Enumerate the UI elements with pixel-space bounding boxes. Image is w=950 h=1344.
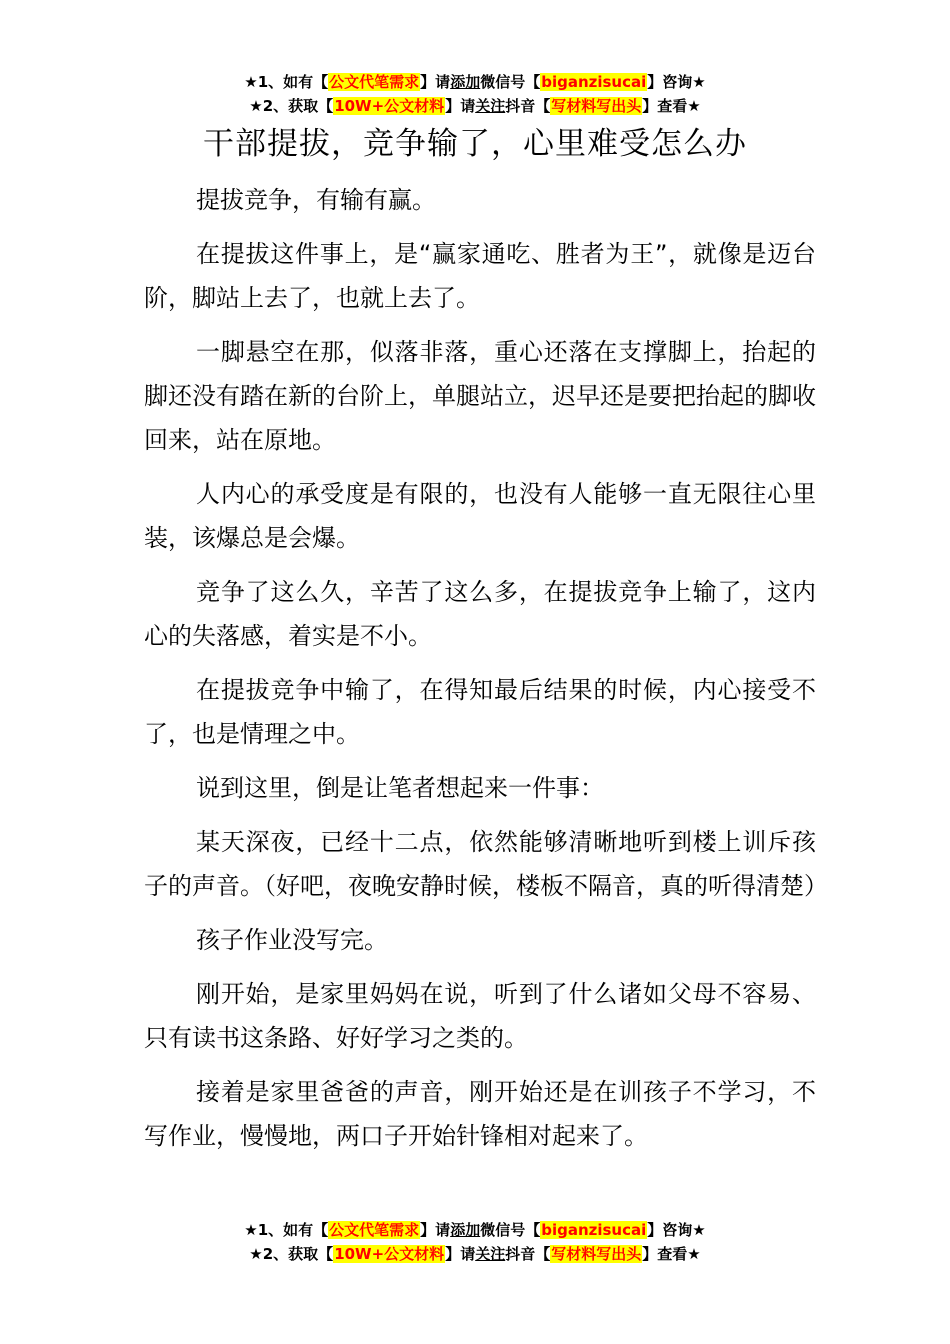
paragraph: 人内心的承受度是有限的，也没有人能够一直无限往心里装，该爆总是会爆。: [144, 480, 816, 552]
highlight-wechat-id: biganzisucai: [541, 1221, 647, 1239]
paragraph: 一脚悬空在那，似落非落，重心还落在支撑脚上，抬起的脚还没有踏在新的台阶上，单腿站立，迟早还是要把抬起的脚收回来，站在原地。: [144, 338, 816, 454]
paragraph: 提拔竞争，有输有赢。: [196, 186, 436, 214]
document-body: [144, 178, 828, 1168]
promo-line-2: ★2、获取【10W+公文材料】请关注抖音【写材料写出头】查看★: [249, 1245, 701, 1263]
paragraph: 在提拔竞争中输了，在得知最后结果的时候，内心接受不了，也是情理之中。: [144, 676, 816, 748]
paragraph: 接着是家里爸爸的声音，刚开始还是在训孩子不学习，不写作业，慢慢地，两口子开始针锋相对起来了。: [144, 1078, 816, 1150]
highlight-service: 公文代笔需求: [329, 73, 420, 91]
highlight-service: 公文代笔需求: [329, 1221, 420, 1239]
highlight-douyin-account: 写材料写出头: [551, 97, 642, 115]
paragraph: 说到这里，倒是让笔者想起来一件事：: [196, 774, 604, 802]
promo-line-1: ★1、如有【公文代笔需求】请添加微信号【biganzisucai】咨询★: [244, 1221, 706, 1239]
paragraph: 在提拔这件事上，是“赢家通吃、胜者为王”，就像是迈台阶，脚站上去了，也就上去了。: [144, 240, 816, 312]
document-title: 干部提拔，竞争输了，心里难受怎么办: [203, 126, 747, 162]
promo-line-1: ★1、如有【公文代笔需求】请添加微信号【biganzisucai】咨询★: [244, 73, 706, 91]
highlight-wechat-id: biganzisucai: [541, 73, 647, 91]
bottom-promo-banner: [0, 1218, 950, 1266]
paragraph: 刚开始，是家里妈妈在说，听到了什么诸如父母不容易、只有读书这条路、好好学习之类的。: [144, 980, 816, 1052]
paragraph: 某天深夜，已经十二点，依然能够清晰地听到楼上训斥孩子的声音。（好吧，夜晚安静时候，楼板不隔音，真的听得清楚）: [144, 828, 828, 900]
promo-line-2: ★2、获取【10W+公文材料】请关注抖音【写材料写出头】查看★: [249, 97, 701, 115]
highlight-douyin-account: 写材料写出头: [551, 1245, 642, 1263]
paragraph: 孩子作业没写完。: [196, 926, 388, 954]
highlight-materials: 10W+公文材料: [334, 97, 445, 115]
top-promo-banner: [0, 70, 950, 118]
paragraph: 竞争了这么久，辛苦了这么多，在提拔竞争上输了，这内心的失落感，着实是不小。: [144, 578, 816, 650]
highlight-materials: 10W+公文材料: [334, 1245, 445, 1263]
